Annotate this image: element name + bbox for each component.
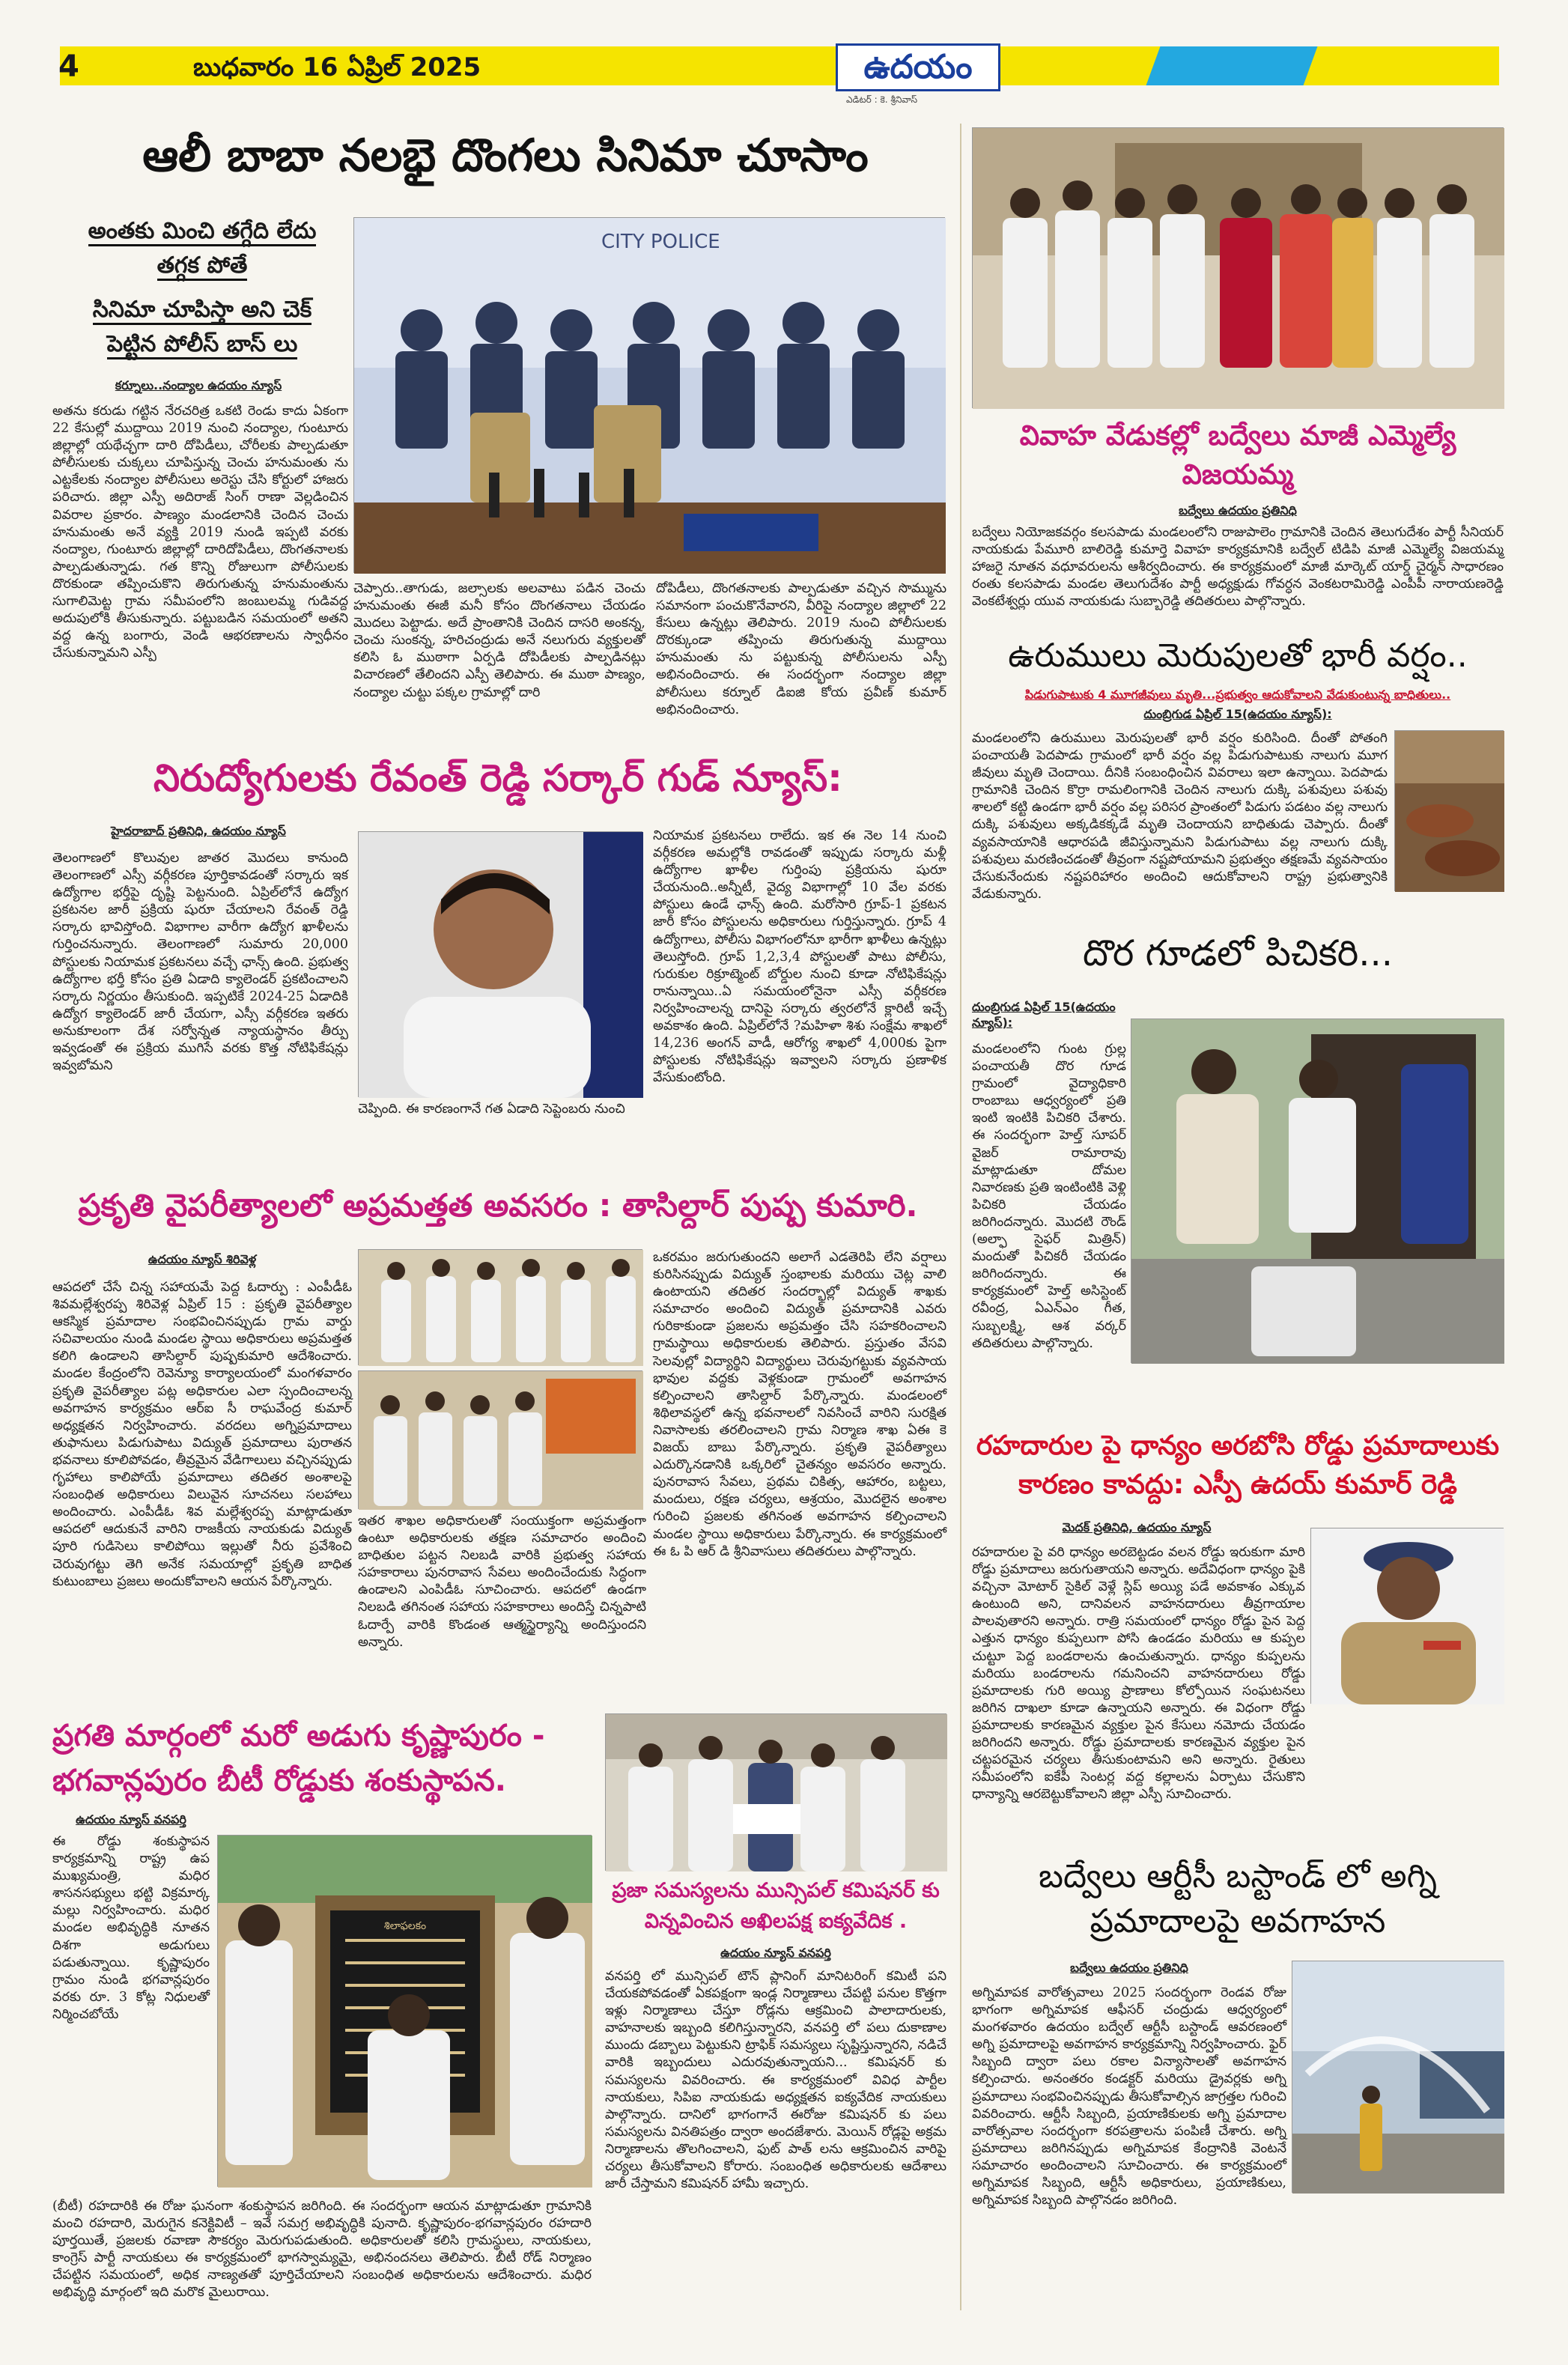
- story7-photo: [1310, 1528, 1504, 1704]
- logo-tagline: ఎడిటర్ : కె. శ్రీనివాస్: [846, 94, 918, 105]
- story10-photo: [1292, 1961, 1504, 2193]
- svg-text:CITY POLICE: CITY POLICE: [601, 231, 720, 253]
- memorandum-submission-image: [606, 1714, 947, 1871]
- story2-byline: బద్వేలు ఉదయం ప్రతినిధి: [1179, 503, 1297, 517]
- story3-headline: ఉరుములు మెరుపులతో భారీ వర్షం..: [1008, 637, 1468, 675]
- story7-headline: రహదారుల పై ధాన్యం అరబోసి రోడ్డు ప్రమాదాలుకు కారణం కావద్దు: ఎస్పీ ఉదయ్ కుమార్ రెడ్డి: [976, 1430, 1500, 1501]
- story7-body: రహదారుల పై వరి ధాన్యం అరబెట్టడం వలన రోడ్డు ఇరుకుగా మారి రోడ్డు ప్రమాదాలు జరుగుతాయని అన్నారు. అదేవిధంగా ధాన్యం పైకి వచ్చినా మోటార్ సైకిల్ వెళ్లే స్లిప్ అయ్యి పడే అవకాశం ఎక్కువ ఉంటుంది అని, దానివలన వాహనదారులు తీవ్రగాయాల పాలవుతారని అన్నారు. రాత్రి సమయంలో ధాన్యం రోడ్డు పైన పెద్ద ఎత్తున ధాన్యం కుప్పలుగా పోసి ఉండడం మరియు ఆ కుప్పల చుట్టూ పెద్ద బండరాలను ఉంచుతున్నారు. ధాన్యం కుప్పలను మరియు బండరాలను గమనించని వాహనదారులు రోడ్డు ప్రమాదాలకు గురి అయ్యి ప్రాణాలు కోల్పోయిన సంఘటనలు జరిగిన దాఖలా కూడా ఉన్నాయని అన్నారు. ఈ విధంగా రోడ్డు ప్రమాదాలకు కారణమైన వ్యక్తుల పైన కేసులు నమోదు చేయడం జరిగిందని అన్నారు. రోడ్డు ప్రమాదాలకు కారణమైన వ్యక్తుల పైన చట్టపరమైన చర్యలు తీసుకుంటామని అని అన్నారు. రైతులు సమీపంలోని ఐకేపీ సెంటర్ల వద్ద కల్లాలను ఏర్పాటు చేసుకొని ధాన్యాన్ని ఆరబెట్టుకోవాలని జిల్లా ఎస్పీ సూచించారు.: [972, 1545, 1305, 1803]
- issue-date: బుధవారం 16 ఏప్రిల్ 2025: [193, 52, 481, 82]
- story7-byline: మెదక్ ప్రతినిధి, ఉదయం న్యూస్: [1062, 1520, 1212, 1534]
- story8-photo: [217, 1835, 592, 2187]
- story5-column-3: నియామక ప్రకటనలు రాలేదు. ఇక ఈ నెల 14 నుంచి వర్గీకరణ అమల్లోకి రావడంతో ఇప్పుడు సర్కారు మళ్లీ ఉద్యోగాల ఖాళీల గుర్తింపు ప్రక్రియను షురూ చేయనుంది..అన్నీటీ, వైద్య విభాగాల్లో 10 వేల వరకు పోస్టులు ఉండే ఛాన్స్ ఉంది. మరోసారి గ్రూప్-1 ప్రకటన జారీ కోసం పోస్టులను అధికారులు గుర్తిస్తున్నారు. గ్రూప్ 4 ఉద్యోగాలు, పోలీసు విభాగంలోనూ భారీగా ఖాళీలు ఉన్నట్లు తెలుస్తోంది. గ్రూప్ 1,2,3,4 పోస్టులతో పాటు పోలీసు, గురుకుల రిక్రూట్మెంట్ బోర్డుల నుంచి కూడా నోటిఫికేషన్లు రానున్నాయి..ఏ సమయంలోనైనా ఎస్సీ వర్గీకరణ నిర్వహించాలన్న దానిపై సర్కారు త్వరలోనే క్లారిటీ ఇచ్చే అవకాశం ఉంది. ఏప్రిల్‌లోనే ?మహిళా శిశు సంక్షేమ శాఖలో 14,236 అంగన్ వాడీ, ఆరోగ్య శాఖలో 4,000కు పైగా పోస్టులకు నోటిఫికేషన్లు ఇవ్వాలని సర్కారు ప్రణాళిక వేసుకుంటోంది.: [653, 828, 946, 1086]
- story3-subhead: పిడుగుపాటుకు 4 మూగజీవులు మృతి...ప్రభుత్వం ఆదుకోవాలని వేడుకుంటున్న బాధితులు..: [1024, 687, 1451, 702]
- story5-column-2: చెప్పింది. ఈ కారణంగానే గత ఏడాది సెప్టెంబరు నుంచి: [358, 1102, 625, 1117]
- masthead: [0, 0, 1568, 105]
- story5-headline: నిరుద్యోగులకు రేవంత్ రెడ్డి సర్కార్ గుడ్ న్యూస్:: [153, 756, 843, 800]
- story1-deck-line2: తగ్గక పోతే: [52, 252, 352, 280]
- story1-deck-line1: అంతకు మించి తగ్గేది లేదు: [52, 217, 352, 246]
- masthead-accent: [1146, 46, 1318, 85]
- story9-body: వనపర్తి లో మున్సిపల్ టౌన్ ప్లానింగ్ మానిటరింగ్ కమిటీ పని చేయకపోవడంతో ఏకపక్షంగా ఇండ్ల నిర్మాణాలు చేపట్టి పనుల కొత్తగా ఇళ్లు నిర్మాణాలు చేస్తూ రోడ్లను ఆక్రమించి పాలాదారులకు, వాహనాలకు ఇబ్బంది కలిగిస్తున్నారని, వనపర్తి లో పలు దుకాణాల ముందు డబ్బాలు పెట్టుకుని ట్రాఫిక్ సమస్యలు సృష్టిస్తున్నారని, నడిచే వారికి ఇబ్బందులు ఎదురవుతున్నాయని... కమిషనర్ కు సమస్యలను వివరించారు. ఈ కార్యక్రమంలో వివిధ పార్టీల నాయకులు, సిపిఐ నాయకుడు అధ్యక్షతన ఐక్యవేదిక నాయకులు పాల్గొన్నారు. దానిలో భాగంగానే ఈరోజు కమిషనర్ కు పలు సమస్యలను వినతిపత్రం ద్వారా అందజేశారు. మెయిన్ రోడ్లపై అక్రమ నిర్మాణాలను తొలగించాలని, ఫుట్ పాత్ లను ఆక్రమించిన వారిపై చర్యలు తీసుకోవాలని కోరారు. సంబంధిత అధికారులకు ఆదేశాలు జారీ చేస్తామని కమిషనర్ హామీ ఇచ్చారు.: [605, 1969, 946, 2192]
- story1-deck: [52, 217, 352, 358]
- story1-headline: ఆలీ బాబా నలభై దొంగలు సినిమా చూసాం: [142, 130, 869, 182]
- story10-headline-line1: బద్వేలు ఆర్టీసీ బస్టాండ్ లో అగ్ని: [1038, 1857, 1438, 1895]
- story2-photo: [972, 127, 1504, 408]
- story2-headline: వివాహ వేడుకల్లో బద్వేలు మాజీ ఎమ్మెల్యే విజయమ్మ: [1019, 419, 1456, 491]
- story3-body: మండలంలోని ఉరుములు మెరుపులతో భారీ వర్షం కురిసింది. దీంతో పోతంగి పంచాయతీ పెదపాడు గ్రామంలో భారీ వర్షం వల్ల పిడుగుపాటుకు నాలుగు మూగ జీవులు మృతి చెందాయి. దీనికి సంబంధించిన వివరాలు ఇలా ఉన్నాయి. పెదపాడు గ్రామానికి చెందిన కొర్రా రామలింగానికి చెందిన నాలుగు దుక్కి పశువులు పశువు శాలలో కట్టి ఉండగా భారీ వర్షం వల్ల పరిసర ప్రాంతంలో పిడుగు పడటం వల్ల నాలుగు దుక్కి పశువులు అక్కడికక్కడే మృతి చెందాయని బాధితుడు చెప్పారు. దీంతో వ్యవసాయానికి ఆధారపడి జీవిస్తున్నామని పిడుగుపాటు వల్ల నాలుగు దుక్కి పశువులు మరణించడంతో తీవ్రంగా నష్టపోయామని ప్రభుత్వం తక్షణమే వ్యవసాయం చేసుకునేందుకు నష్టపరిహారం అందించి ఆదుకోవాలని రాష్ట్ర ప్రభుత్వానికి వేడుకున్నారు.: [972, 731, 1388, 902]
- story1-deck-line3: సినిమా చూపిస్తా అని చెక్: [52, 296, 352, 324]
- story4-photo: [1131, 1018, 1504, 1363]
- story1-column-2: చెప్పారు..తాగుడు, జల్సాలకు అలవాటు పడిన చెంచు హనుమంతు ఈజీ మనీ కోసం దొంగతనాలు చేయడం మొదలు పెట్టాడు. అదే ప్రాంతానికి చెందిన దాసరి అంకన్న, చెంచు సుంకన్న, హరిచంద్రుడు అనే నలుగురు వ్యక్తులతో కలిసి ఓ ముఠాగా ఏర్పడి దోపిడీలకు పాల్పడినట్లు విచారణలో తేలిందని ఎస్పీ తెలిపారు. ఈ ముఠా పాణ్యం, నంద్యాల చుట్టు పక్కల గ్రామాల్లో దారి: [353, 581, 645, 700]
- fire-drill-image: [1292, 1961, 1504, 2194]
- story1-deck-line4: పెట్టిన పోలీస్ బాస్ లు: [52, 330, 352, 359]
- story4-byline: దుంబ్రిగుడ ఏప్రిల్ 15(ఉదయం న్యూస్):: [972, 1000, 1116, 1030]
- story8-column-1: ఈ రోడ్డు శంకుస్థాపన కార్యక్రమాన్ని రాష్ట్ర ఉప ముఖ్యమంత్రి, మధిర శాసనసభ్యులు భట్టి విక్రమార్క మల్లు నిర్వహించారు. మధిర మండల అభివృద్ధికి నూతన దిశగా అడుగులు పడుతున్నాయి. కృష్ణాపురం గ్రామం నుండి భగవాన్లపురం వరకు రూ. 3 కోట్ల నిధులతో నిర్మించబోయే: [52, 1834, 210, 2022]
- story8-headline: ప్రగతి మార్గంలో మరో అడుగు కృష్ణాపురం - భగవాన్లపురం బీటీ రోడ్డుకు శంకుస్థాపన.: [52, 1719, 545, 1798]
- story9-byline: ఉదయం న్యూస్ వనపర్తి: [720, 1946, 831, 1960]
- story1-column-3: దోపిడీలు, దొంగతనాలకు పాల్పడుతూ వచ్చిన సొమ్మును సమానంగా పంచుకొనేవారని, వీరిపై నంద్యాల జిల్లాలో 22 కేసులు ఉన్నట్లు తెలిపారు. 2019 నుంచి పోలీసులకు దొరక్కుండా తప్పించు తిరుగుతున్న ముద్దాయి హనుమంతు ను పట్టుకున్న పోలీసులను ఎస్పీ అభినందించారు. ఈ సందర్భంగా నంద్యాల జిల్లా పోలీసులు కర్నూల్ డిఐజి కోయ ప్రవీణ్ కుమార్ అభినందించారు.: [656, 581, 946, 717]
- story9-headline: ప్రజా సమస్యలను మున్సిపల్ కమిషనర్ కు విన్నవించిన అఖిలపక్ష ఐక్యవేదిక .: [612, 1879, 940, 1933]
- sp-portrait: [1311, 1528, 1504, 1704]
- story5-byline: హైదరాబాద్ ప్రతినిధి, ఉదయం న్యూస్: [111, 824, 286, 838]
- police-press-meet-image: [354, 218, 946, 574]
- story4-headline: దొర గూడలో పిచికరి...: [1082, 932, 1394, 974]
- foundation-stone-image: [218, 1836, 592, 2188]
- page-number: 4: [58, 49, 79, 84]
- officials-group-image: [359, 1371, 643, 1510]
- story6-headline: ప్రకృతి వైపరీత్యాలలో అప్రమత్తత అవసరం : తాసిల్దార్ పుష్ప కుమారి.: [78, 1187, 918, 1224]
- story3-photo: [1394, 730, 1504, 891]
- story6-column-2: ఇతర శాఖల అధికారులతో సంయుక్తంగా అప్రమత్తంగా ఉంటూ అధికారులకు తక్షణ సమాచారం అందించి బాధితుల పట్టన నిలబడి వారికి ప్రభుత్వ సహాయ సహకారాలు పునరావాస సేవలు అందించేందుకు సిద్ధంగా ఉండాలని ఎంపిడీఓ సూచించారు. ఆపదలో ఉండగా నిలబడి తగినంత సహాయ సహకారాలు అందిస్తే చిన్నపాటి ఓదార్పే వారికి కొండంత ఆత్మస్థైర్యాన్ని అందిస్తుందని అన్నారు.: [358, 1514, 646, 1650]
- story5-photo: [358, 831, 642, 1097]
- story6-column-3: ఒకరమం జరుగుతుందని అలాగే ఎడతెరిపి లేని వర్షాలు కురిసినప్పుడు విద్యుత్ స్తంభాలకు మరియు చెట్ల వాలి ఉంటాయని తదితర సందర్భాల్లో విద్యుత్ శాఖకు సమాచారం అందించి విద్యుత్ ప్రమాదానికి ఎవరు గురికాకుండా ప్రజలను అప్రమత్తం చేసి సహకరించాలని గ్రామస్థాయి అధికారులకు తెలిపారు. ప్రస్తుతం వేసవి సెలవుల్లో విద్యార్థిని విద్యార్థులు చెరువుగట్టుకు వ్యవసాయ భావుల వద్దకు వెళ్లకుండా గ్రామంలో అవగాహన కల్పించాలని తాసిల్దార్ పేర్కొన్నారు. మండలంలో శిథిలావస్థలో ఉన్న భవనాలలో నివసించే వారిని సురక్షిత నివాసాలకు తరలించాలని గ్రామ నిర్మాణ శాఖ ఏఈ కె విజయ్ బాబు పేర్కొన్నారు. ప్రకృతి వైపరీత్యాలు ఎదుర్కొనడానికి ఒక్కరిలో చైతన్యం అవసరం అన్నారు. పునరావాస సేవలు, ప్రథమ చికిత్స, ఆహారం, బట్టలు, మందులు, రక్షణ చర్యలు, ఆశ్రయం, మొదలైన అంశాల గురించి ప్రజలకు తగినంత అవగాహన కల్పించాలని మండల స్థాయి అధికారులు పేర్కొన్నారు. ఈ కార్యక్రమంలో ఈ ఓ పి ఆర్ డి శ్రీనివాసులు తదితరులు పాల్గొన్నారు.: [653, 1250, 946, 1559]
- story1-byline: కర్నూలు..నంద్యాల ఉదయం న్యూస్: [115, 378, 282, 392]
- story6-photo-1: [358, 1249, 642, 1365]
- story4-body-col: మండలంలోని గుంట గ్రుల్ల పంచాయతీ దొర గూడ గ్రామంలో వైద్యాధికారి రాంబాబు ఆధ్వర్యంలో ప్రతి ఇంటి ఇంటికి పిచికరి చేశారు. ఈ సందర్భంగా హెల్త్ సూపర్ వైజర్ రామారావు మాట్లాడుతూ దోమల నివారణకు ప్రతి ఇంటింటికి వెళ్లి పిచికరి చేయడం జరిగిందన్నారు. మొదటి రౌండ్ (అల్ఫా సైఫర్ మిత్రిన్) మందుతో పిచికరీ చేయడం జరిగిందన్నారు. ఈ కార్యక్రమంలో హెల్త్ అసిస్టెంట్ రవీంద్ర, ఏఎన్ఎం గీత, సుబ్బలక్ష్మి, ఆశ వర్కర్ తదితరులు పాల్గొన్నారు.: [972, 1042, 1126, 1351]
- mosquito-spraying-image: [1131, 1019, 1504, 1364]
- story3-byline: దుంబ్రిగుడ ఏప్రిల్ 15(ఉదయం న్యూస్):: [1143, 707, 1332, 721]
- story8-byline: ఉదయం న్యూస్ వనపర్తి: [76, 1812, 186, 1827]
- story1-photo: [353, 217, 945, 573]
- story6-column-1: ఆపదలో చేసే చిన్న సహాయమే పెద్ద ఓదార్పు : ఎంపీడీఓ శివమల్లేశ్వరప్ప శిరివెళ్ల ఏప్రిల్ 15 : ప్రకృతి వైపరీత్యాల ఆకస్మిక ప్రమాదాల సంభవించినప్పుడు గ్రామ వార్డు సచివాలయం నుండి మండల స్థాయి అధికారులు అప్రమత్తత కలిగి ఉండాలని తాసిల్దార్ పుష్పకుమారి ఆదేశించారు. మండల కేంద్రంలోని రెవెన్యూ కార్యాలయంలో మంగళవారం ప్రకృతి వైపరీత్యాల పట్ల అధికారుల ఎలా స్పందించాలన్న అవగాహన కార్యక్రమం ఆర్ఐ సీ రాఘవేంద్ర కుమార్ అధ్యక్షతన నిర్వహించారు. వరదలు అగ్నిప్రమాదాలు తుఫానులు పిడుగుపాటు విద్యుత్ ప్రమాదాలు పురాతన భవనాలు కూలిపోవడం, తీవ్రమైన వేడిగాలులు వచ్చినప్పుడు గృహాలు కాలిపోయే ప్రమాదాలు తదితర అంశాలపై సంబంధిత అధికారులు విలువైన సూచనలు సలహాలు అందించారు. ఎంపీడీఓ శివ మల్లేశ్వరప్ప మాట్లాడుతూ ఆపదలో ఆదుకునే వారిని రాజకీయ నాయకుడు విద్యుత్ పూరి గుడిసెలు కాలిపోయి ఇల్లుతో నీరు ప్రవేశించి చెరువుగట్టు తెగి అనేక సమయాల్లో ప్రకృతి బాధిత కుటుంబాలు ప్రజలు అందుకోవాలని ఆయన పేర్కొన్నారు.: [52, 1280, 352, 1589]
- story6-photo-2: [358, 1370, 642, 1509]
- story10-byline: బద్వేలు ఉదయం ప్రతినిధి: [1070, 1961, 1188, 1975]
- column-rule: [960, 124, 961, 2310]
- story9-photo: [605, 1713, 946, 1871]
- newspaper-logo: ఉదయం: [836, 43, 1000, 91]
- story6-byline: ఉదయం న్యూస్ శిరివెళ్ల: [148, 1252, 257, 1266]
- wedding-group-image: [973, 128, 1504, 409]
- story5-column-1: తెలంగాణలో కొలువుల జాతర మొదలు కానుంది తెలంగాణలో ఎస్సీ వర్గీకరణ పూర్తికావడంతో సర్కారు ఇక ఉద్యోగాల భర్తీపై దృష్టి పెట్టనుంది. ఏప్రిల్‌లోనే ఉద్యోగ ప్రకటనల జారీ ప్రక్రియ షురూ చేయాలని రేవంత్ రెడ్డి సర్కారు భావిస్తోంది. విభాగాల వారీగా ఉద్యోగ ఖాళీలను గుర్తించనున్నారు. తెలంగాణలో సుమారు 20,000 పోస్టులకు నియామక ప్రకటనలు వచ్చే ఛాన్స్ ఉంది. ప్రభుత్వ ఉద్యోగాల భర్తీ కోసం ప్రతి ఏడాది క్యాలెండర్ ప్రకటించాలని సర్కారు నిర్ణయం తీసుకుంది. ఇప్పటికే 2024-25 ఏడాదికి ఉద్యోగ క్యాలెండర్ జారీ చేయగా, ఎస్సీ వర్గీకరణ ఇతరు అనుకూలంగా దేశ సర్వోన్నత న్యాయస్థానం తీర్పు ఇవ్వడంతో ఈ ప్రక్రియ ముగిసే వరకు కొత్త నోటిఫికేషన్లు ఇవ్వబోమని: [52, 851, 348, 1074]
- officials-meeting-image: [359, 1250, 643, 1366]
- story2-body: బద్వేలు నియోజకవర్గం కలసపాడు మండలంలోని రాజుపాలెం గ్రామానికి చెందిన తెలుగుదేశం పార్టీ సీనియర్ నాయకుడు పేమూరి బాలిరెడ్డి కుమార్తె వివాహ కార్యక్రమానికి బద్వేల్ టిడిపి మాజీ ఎమ్మెల్యే విజయమ్మ హాజరై నూతన వధూవరులను ఆశీర్వదించారు. ఈ కార్యక్రమంలో మాజీ మార్కెట్ యార్డ్ చైర్మన్ సాధారణం రంతు కలసపాడు మండల తెలుగుదేశం పార్టీ అధ్యక్షుడు గోవర్ధన వెంకటరామిరెడ్డి ఎంపీపీ నారాయణరెడ్డి వెంకటేశ్వర్లు యువ నాయకుడు సుబ్బారెడ్డి తదితరులు పాల్గొన్నారు.: [972, 525, 1504, 610]
- dead-cattle-image: [1395, 731, 1504, 892]
- story1-column-1: అతను కరుడు గట్టిన నేరచరిత్ర ఒకటి రెండు కాదు ఏకంగా 22 కేసుల్లో ముద్దాయి 2019 నుంచి నంద్యాల, గుంటూరు జిల్లాల్లో యథేచ్ఛగా దారి దోపిడీలు, చోరీలకు పాల్పడుతూ పోలీసులకు చుక్కలు చూపిస్తున్న చెంచు హనుమంతు ను ఎట్టకేలకు నంద్యాల పోలీసులు అరెస్టు చేసి కోర్టులో హాజరు పరిచారు. జిల్లా ఎస్పీ అదిరాజ్ సింగ్ రాణా వెల్లడించిన వివరాల ప్రకారం. పాణ్యం మండలానికి చెందిన చెంచు హనుమంతు అనే వ్యక్తి 2019 నుండి ఇప్పటి వరకు నంద్యాల, గుంటూరు జిల్లాల్లో దారిదోపిడీలు, దొంగతనాలకు పాల్పడుతున్నాడు. గత కొన్ని రోజులుగా పోలీసులకు దొరకుండా తప్పించుకొని తిరుగుతున్న హనుమంతును సుగాలిమెట్ట గ్రామ సమీపంలోని జంబులమ్మ గుడివద్ద అదుపులోకి తీసుకున్నారు. పట్టుబడిన సమయంలో అతని వద్ద ఉన్న బంగారు, వెండి ఆభరణాలను స్వాధీనం చేసుకున్నామని ఎస్పీ: [52, 404, 348, 661]
- plaque-title: శిలాఫలకం: [383, 1920, 427, 1932]
- story8-tail: (బీటీ) రహదారికి ఈ రోజు ఘనంగా శంకుస్థాపన జరిగింది. ఈ సందర్భంగా ఆయన మాట్లాడుతూ గ్రామానికి మంచి రహదారి, మెరుగైన కనెక్టివిటీ – ఇవే సమగ్ర అభివృద్ధికి పునాది. కృష్ణాపురం-భగవాన్లపురం రహదారి పూర్తయితే, ప్రజలకు రవాణా సౌకర్యం మెరుగుపడుతుంది. అధికారులతో కలిసి గ్రామస్థులు, నాయకులు, కాంగ్రెస్ పార్టీ నాయకులు ఈ కార్యక్రమంలో భాగస్వామ్యమై, అభినందనలు తెలిపారు. బీటీ రోడ్ నిర్మాణం చేపట్టిన సమయంలో, అధిక నాణ్యతతో పూర్తిచేయాలని సంబంధిత అధికారులను ఆదేశించారు. మధిర అభివృద్ధి మార్గంలో ఇది మరొక మైలురాయి.: [52, 2199, 592, 2301]
- chief-minister-portrait: [359, 832, 643, 1098]
- story10-headline-line2: ప్రమాదాలపై అవగాహన: [1090, 1902, 1386, 1940]
- story10-body: అగ్నిమాపక వారోత్సవాలు 2025 సందర్భంగా రెండవ రోజు భాగంగా అగ్నిమాపక ఆఫీసర్ చంద్రుడు ఆధ్వర్యంలో మంగళవారం ఉదయం బద్వేల్ ఆర్టీసీ బస్టాండ్ ఆవరణంలో అగ్ని ప్రమాదాలపై అవగాహన కార్యక్రమాన్ని నిర్వహించారు. ఫైర్ సిబ్బంది ద్వారా పలు రకాల విన్యాసాలతో అవగాహన కల్పించారు. అనంతరం కండక్టర్ మరియు డ్రైవర్లకు అగ్ని ప్రమాదాలు సంభవించినప్పుడు తీసుకోవాల్సిన జాగ్రత్తల గురించి వివరించారు. ఆర్టీసీ సిబ్బంది, ప్రయాణికులకు అగ్ని ప్రమాదాల వారోత్సవాల సందర్భంగా కరపత్రాలను పంపిణీ చేశారు. అగ్ని ప్రమాదాలు జరిగినప్పుడు అగ్నిమాపక కేంద్రానికి వెంటనే సమాచారం అందించాలని సూచించారు. ఈ కార్యక్రమంలో అగ్నిమాపక సిబ్బంది, ఆర్టీసీ అధికారులు, ప్రయాణికులు, అగ్నిమాపక సిబ్బంది పాల్గొనడం జరిగింది.: [972, 1985, 1286, 2208]
